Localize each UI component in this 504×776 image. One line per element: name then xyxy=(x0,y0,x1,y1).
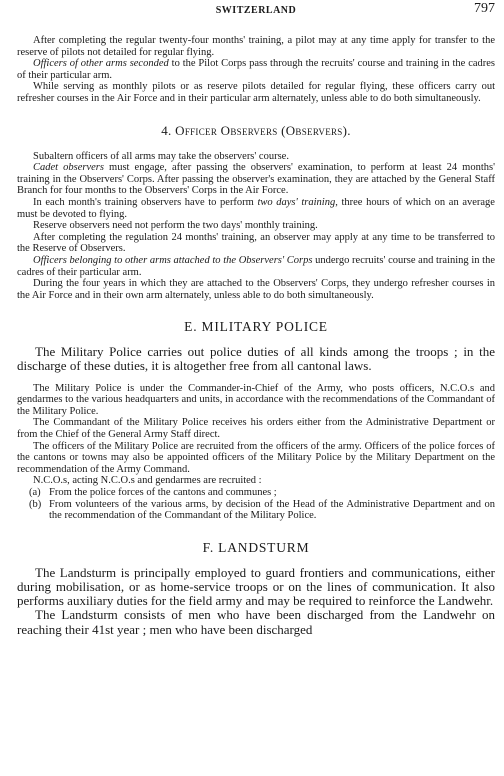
section-heading-landsturm: F. LANDSTURM xyxy=(202,539,310,555)
paragraph: While serving as monthly pilots or as reserve pilots detailed for regular flying, these officers carry out refresher courses in the Air Force and in their particular arm alternately, unless able to do both simultaneously. xyxy=(17,81,495,104)
paragraph: Reserve observers need not perform the two days' monthly training. xyxy=(33,220,318,232)
paragraph: Subaltern officers of all arms may take the observers' course. xyxy=(33,150,289,162)
paragraph xyxy=(17,197,495,220)
paragraph: After completing the regulation 24 months' training, an observer may apply at any time to be transferred to the Reserve of Observers. xyxy=(17,231,495,255)
subsection-number: 4. xyxy=(161,122,172,138)
running-head: SWITZERLAND xyxy=(215,5,297,16)
paragraph: N.C.O.s, acting N.C.O.s and gendarmes are recruited : xyxy=(33,475,262,487)
list-item xyxy=(17,487,495,499)
military-police-lead xyxy=(17,345,495,373)
paragraph: The Commandant of the Military Police receives his orders either from the Administrative Department or from the Chief of the General Army Staff direct. xyxy=(17,417,495,441)
landsturm-block xyxy=(17,566,495,637)
list-text: From volunteers of the various arms, by decision of the Head of the Administrative Department and on the recommendation of the Commandant of the Military Police. xyxy=(49,498,495,522)
emphasis: two days' training xyxy=(257,196,336,208)
paragraph xyxy=(17,162,495,197)
emphasis: Officers belonging to other arms attached to the Observers' Corps xyxy=(33,254,313,266)
emphasis: Officers of other arms seconded xyxy=(33,58,169,70)
section-heading-military-police: E. MILITARY POLICE xyxy=(184,319,328,335)
paragraph-text: must engage, after passing the observers' examination, to perform at least 24 months' training in the Observers' Corps. After passing the observer's examination, they are attached by the General Staff Branch for four months to the Observers' Corps in the Air Force. xyxy=(17,162,495,197)
emphasis: Cadet observers xyxy=(33,162,104,174)
paragraph: During the four years in which they are attached to the Observers' Corps, they undergo refresher courses in the Air Force and in their own arm alternately, unless able to do both simultaneously. xyxy=(17,278,495,301)
paragraph: The Military Police is under the Commander-in-Chief of the Army, who posts officers, N.C.O.s and gendarmes to the various headquarters and units, in accordance with the recommendations of the Commandant of the Military Police. xyxy=(17,382,495,417)
observers-block xyxy=(17,151,495,302)
paragraph-text: to the Pilot Corps pass through the recruits' course and training in the cadres of their particular arm. xyxy=(17,58,496,81)
military-police-block xyxy=(17,383,495,522)
list-label: (a) xyxy=(29,487,41,499)
paragraph xyxy=(17,58,495,81)
paragraph xyxy=(17,255,495,278)
page-header xyxy=(17,0,495,22)
subsection-title: Officer Observers (Observers). xyxy=(175,122,351,138)
list-item xyxy=(17,499,495,522)
recruitment-list xyxy=(17,487,495,522)
paragraph-text: In each month's training observers have to perform xyxy=(33,196,258,208)
lead-paragraph: The Military Police carries out police duties of all kinds among the troops ; in the discharge of these duties, it is altogether free from all cantonal laws. xyxy=(17,344,495,374)
page-number: 797 xyxy=(474,1,495,16)
list-label: (b) xyxy=(29,498,42,510)
paragraph-text: , three hours of which on an average must be devoted to flying. xyxy=(17,196,495,220)
paragraph: The officers of the Military Police are recruited from the officers of the army. Officers of the police forces of the cantons or towns may also be appointed officers of the Military Police by the Military Department on the recommendation of the Army Command. xyxy=(17,440,495,475)
paragraph: After completing the regular twenty-four months' training, a pilot may at any time apply for transfer to the reserve of pilots not detailed for regular flying. xyxy=(17,35,495,58)
pilot-training-block xyxy=(17,35,495,105)
subsection-heading xyxy=(17,123,495,139)
list-text: From the police forces of the cantons and communes ; xyxy=(49,487,277,499)
paragraph: The Landsturm consists of men who have been discharged from the Landwehr on reaching their 41st year ; men who have been discharged xyxy=(17,607,495,637)
paragraph-text: undergo recruits' course and training in the cadres of their particular arm. xyxy=(17,254,496,278)
paragraph: The Landsturm is principally employed to guard frontiers and communications, either during mobilisation, or as home-service troops or on the lines of communication. It also performs auxiliary duties for the field army and may be required to reinforce the Landwehr. xyxy=(17,564,495,609)
